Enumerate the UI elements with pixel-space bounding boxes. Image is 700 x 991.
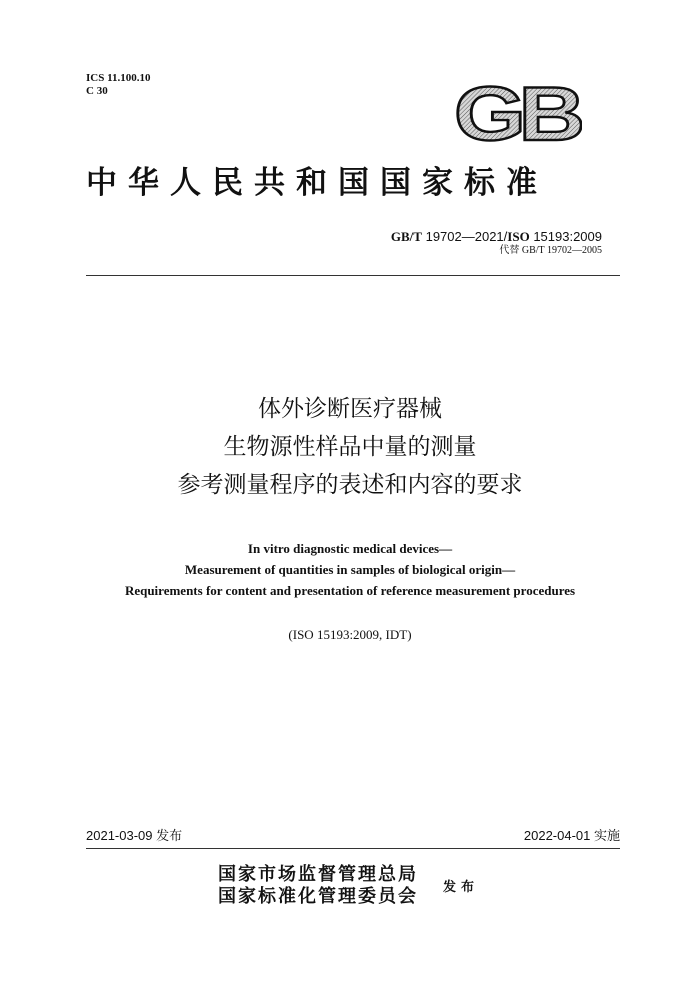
publish-label: 发布	[443, 880, 480, 895]
english-title-line: In vitro diagnostic medical devices—	[247, 541, 453, 556]
iso-prefix: ISO	[507, 229, 530, 244]
replaces-note: 代替 GB/T 19702—2005	[499, 245, 602, 256]
iso-code: 15193:2009	[533, 229, 602, 244]
chinese-title-line: 生物源性样品中量的测量	[223, 434, 477, 460]
standard-number	[391, 229, 602, 245]
issuer-sac: 国家标准化管理委员会	[218, 886, 418, 907]
iso-reference: (ISO 15193:2009, IDT)	[288, 627, 412, 642]
chinese-title-line: 体外诊断医疗器械	[258, 396, 442, 422]
chinese-title-line: 参考测量程序的表述和内容的要求	[177, 472, 523, 498]
english-title-line: Requirements for content and presentation of reference measurement procedures	[124, 583, 576, 598]
ics-code: ICS 11.100.10	[86, 72, 151, 84]
issue-date: 2021-03-09 发布	[86, 828, 183, 843]
english-title	[40, 538, 660, 601]
national-standard-title: 中华人民共和国国家标准	[86, 165, 548, 201]
classification-codes	[86, 72, 151, 98]
bottom-divider	[86, 848, 620, 849]
svg-text:GB: GB	[454, 80, 582, 146]
standard-code: 19702—2021/	[425, 229, 508, 244]
issuer-samr: 国家市场监督管理总局	[218, 864, 418, 885]
issuing-authorities	[218, 864, 418, 908]
standard-prefix: GB/T	[390, 229, 422, 244]
gb-logo	[452, 80, 582, 146]
english-title-line: Measurement of quantities in samples of biological origin—	[184, 562, 516, 577]
ccs-code: C 30	[86, 85, 108, 97]
implementation-date: 2022-04-01 实施	[523, 828, 620, 843]
top-divider	[86, 275, 620, 276]
chinese-title	[60, 390, 640, 504]
